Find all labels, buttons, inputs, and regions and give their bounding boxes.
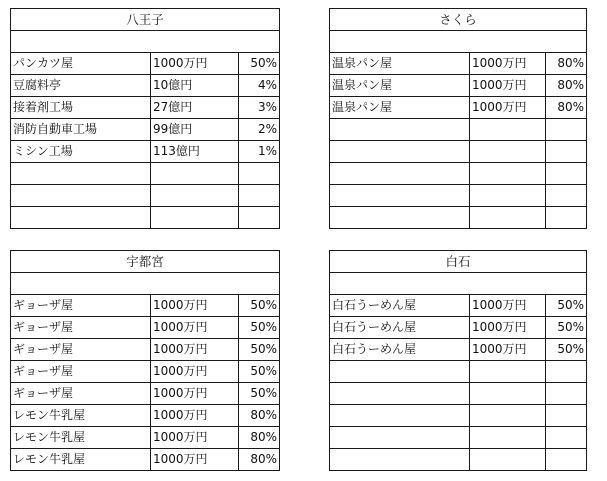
shop-cell: ギョーザ屋 (11, 295, 151, 317)
shop-cell: 温泉パン屋 (330, 75, 470, 97)
rate-cell: 50% (239, 317, 280, 339)
shop-cell: 接着剤工場 (11, 97, 151, 119)
shop-cell (330, 141, 470, 163)
blank-row (11, 31, 280, 53)
shop-cell: レモン牛乳屋 (11, 427, 151, 449)
shop-cell (11, 185, 151, 207)
shop-cell: ミシン工場 (11, 141, 151, 163)
cost-cell: 1000万円 (151, 361, 239, 383)
cost-cell: 1000万円 (151, 53, 239, 75)
rate-cell: 80% (239, 405, 280, 427)
cost-cell: 1000万円 (151, 405, 239, 427)
shop-cell (11, 207, 151, 229)
shop-cell (330, 185, 470, 207)
rate-cell: 1% (239, 141, 280, 163)
cost-cell (470, 163, 546, 185)
rate-cell: 80% (546, 53, 587, 75)
cost-cell (470, 361, 546, 383)
table-row (330, 119, 587, 141)
cost-cell: 1000万円 (470, 317, 546, 339)
shop-cell: パンカツ屋 (11, 53, 151, 75)
table-row (11, 163, 280, 185)
cost-cell (470, 207, 546, 229)
table-row (11, 361, 280, 383)
cost-cell: 1000万円 (470, 339, 546, 361)
rate-cell: 80% (546, 75, 587, 97)
cost-cell (470, 119, 546, 141)
blank-row (330, 31, 587, 53)
table-row (11, 119, 280, 141)
shop-cell (330, 207, 470, 229)
rate-cell (546, 427, 587, 449)
table-row (11, 317, 280, 339)
table-row (330, 207, 587, 229)
cost-cell (151, 163, 239, 185)
cost-cell: 10億円 (151, 75, 239, 97)
shop-cell: ギョーザ屋 (11, 317, 151, 339)
table-hachioji (10, 8, 280, 229)
rate-cell (546, 449, 587, 471)
cost-cell (470, 449, 546, 471)
blank-row (11, 273, 280, 295)
cost-cell (470, 405, 546, 427)
shop-cell (330, 119, 470, 141)
table-title: さくら (330, 9, 587, 31)
shop-cell: 温泉パン屋 (330, 97, 470, 119)
rate-cell (546, 185, 587, 207)
cost-cell: 1000万円 (151, 449, 239, 471)
table-row (330, 75, 587, 97)
cost-cell: 99億円 (151, 119, 239, 141)
cost-cell: 27億円 (151, 97, 239, 119)
table-row (11, 185, 280, 207)
rate-cell: 50% (546, 295, 587, 317)
rate-cell: 3% (239, 97, 280, 119)
table-row (11, 449, 280, 471)
shop-cell (330, 449, 470, 471)
table-row (330, 317, 587, 339)
shop-cell: 白石うーめん屋 (330, 339, 470, 361)
blank-row (330, 273, 587, 295)
table-sakura (329, 8, 587, 229)
cost-cell (470, 383, 546, 405)
rate-cell: 4% (239, 75, 280, 97)
cost-cell: 1000万円 (470, 97, 546, 119)
table-title: 白石 (330, 251, 587, 273)
cost-cell: 113億円 (151, 141, 239, 163)
shop-cell: レモン牛乳屋 (11, 449, 151, 471)
table-row (330, 361, 587, 383)
shop-cell: ギョーザ屋 (11, 339, 151, 361)
shop-cell: レモン牛乳屋 (11, 405, 151, 427)
table-row (11, 207, 280, 229)
shop-cell (330, 383, 470, 405)
table-row (11, 383, 280, 405)
table-shiroishi (329, 250, 587, 471)
cost-cell (470, 141, 546, 163)
cost-cell: 1000万円 (151, 427, 239, 449)
rate-cell (239, 185, 280, 207)
rate-cell: 80% (239, 427, 280, 449)
table-row (330, 295, 587, 317)
table-row (11, 53, 280, 75)
shop-cell (11, 163, 151, 185)
rate-cell: 50% (239, 339, 280, 361)
table-row (11, 75, 280, 97)
table-row (11, 295, 280, 317)
shop-cell (330, 427, 470, 449)
table-row (11, 339, 280, 361)
rate-cell (546, 405, 587, 427)
cost-cell: 1000万円 (151, 383, 239, 405)
rate-cell: 50% (546, 339, 587, 361)
table-row (330, 449, 587, 471)
shop-cell (330, 163, 470, 185)
cost-cell: 1000万円 (151, 339, 239, 361)
rate-cell (546, 163, 587, 185)
cost-cell (151, 207, 239, 229)
rate-cell: 50% (239, 295, 280, 317)
shop-cell: 白石うーめん屋 (330, 295, 470, 317)
rate-cell (546, 361, 587, 383)
shop-cell: 消防自動車工場 (11, 119, 151, 141)
table-title: 八王子 (11, 9, 280, 31)
table-row (330, 53, 587, 75)
cost-cell: 1000万円 (470, 295, 546, 317)
rate-cell: 50% (239, 53, 280, 75)
rate-cell (546, 207, 587, 229)
table-row (11, 405, 280, 427)
rate-cell: 80% (239, 449, 280, 471)
rate-cell: 50% (546, 317, 587, 339)
table-row (330, 405, 587, 427)
rate-cell (546, 383, 587, 405)
shop-cell: 温泉パン屋 (330, 53, 470, 75)
cost-cell: 1000万円 (470, 53, 546, 75)
shop-cell: 白石うーめん屋 (330, 317, 470, 339)
rate-cell: 50% (239, 361, 280, 383)
shop-cell (330, 405, 470, 427)
shop-cell: ギョーザ屋 (11, 361, 151, 383)
rate-cell (239, 163, 280, 185)
cost-cell (470, 185, 546, 207)
rate-cell: 2% (239, 119, 280, 141)
cost-cell: 1000万円 (151, 317, 239, 339)
table-row (330, 185, 587, 207)
table-title: 宇都宮 (11, 251, 280, 273)
table-row (330, 339, 587, 361)
table-row (330, 163, 587, 185)
table-row (330, 141, 587, 163)
table-row (330, 97, 587, 119)
table-utsunomiya (10, 250, 280, 471)
cost-cell (470, 427, 546, 449)
shop-cell: 豆腐料亭 (11, 75, 151, 97)
rate-cell (546, 119, 587, 141)
table-row (11, 141, 280, 163)
table-row (11, 427, 280, 449)
rate-cell: 80% (546, 97, 587, 119)
cost-cell: 1000万円 (151, 295, 239, 317)
cost-cell (151, 185, 239, 207)
shop-cell (330, 361, 470, 383)
shop-cell: ギョーザ屋 (11, 383, 151, 405)
rate-cell (546, 141, 587, 163)
cost-cell: 1000万円 (470, 75, 546, 97)
rate-cell (239, 207, 280, 229)
table-row (11, 97, 280, 119)
rate-cell: 50% (239, 383, 280, 405)
table-row (330, 383, 587, 405)
table-row (330, 427, 587, 449)
